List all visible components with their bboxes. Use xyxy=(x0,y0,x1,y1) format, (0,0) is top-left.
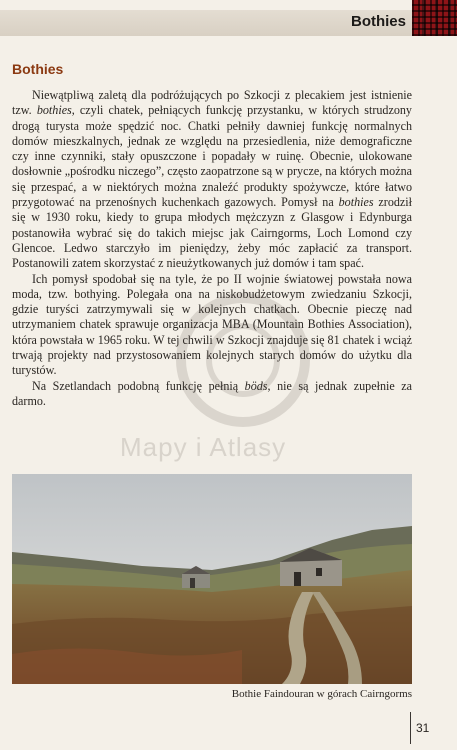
text-run: Na Szetlandach podobną funkcję pełnią xyxy=(32,378,245,393)
running-header xyxy=(0,10,412,36)
running-header-title: Bothies xyxy=(350,13,406,30)
tartan-pattern-tab xyxy=(412,0,457,36)
bothy-photo xyxy=(12,474,412,684)
page-number: 31 xyxy=(416,721,430,735)
paragraph xyxy=(12,88,412,272)
page-number-rule xyxy=(410,712,411,744)
body-text xyxy=(12,88,412,409)
section-heading: Bothies xyxy=(12,61,64,77)
text-run: Niewątpliwą zaletą dla podróżujących po Szkocji z plecakiem jest istnienie tzw. xyxy=(12,88,412,118)
text-run: Ich pomysł spodobał się na tyle, że po II wojnie światowej powstała nowa moda, tzw. bothying. Polegała ona na niskobudżetowym zwiedzaniu Szkocji, gdzie turyści zatrzymywali się w kolejnych chatkach. Obecnie pieczę nad utrzymaniem chatek sprawuje organizacja MBA (Mountain Bothies Association), która powstała w 1965 roku. W tej chwili w Szkocji znajduje się 81 chatek i wciąż trwają projekty nad przystosowaniem kolejnych starych domów do użytku dla turystów. xyxy=(12,271,412,378)
paragraph xyxy=(12,379,412,410)
text-run: zrodził się w 1930 roku, kiedy to grupa młodych mężczyzn z Glasgow i Edynburga postanowiła wybrać się do takich miejsc jak Cairngorms, Loch Lomond czy Glencoe. Ledwo starczyło im pieniędzy, żeby móc zapłacić za transport. Postanowili zatem skorzystać z nieużytkowanych już domów i tam spać. xyxy=(12,195,412,271)
watermark-text: Mapy i Atlasy xyxy=(120,432,287,462)
text-run: , nie są jednak zupełnie za darmo. xyxy=(12,378,412,408)
italic-term: böds xyxy=(244,378,268,393)
text-run: , czyli chatek, pełniących funkcję przystanku, w których strudzony drogą turysta może spędzić noc. Chatki pełniły dawniej funkcję normalnych domów mieszkalnych, jednak ze względu na przesiedlenia, niże demograficzne czy inne czynniki, stały opuszczone i popadały w ruinę. Obecnie, ulokowane dosłownie „pośrodku niczego”, często zaopatrzone są w prycze, na których można się przespać, a w niektórych można znaleźć produkty spożywcze, które łatwo przygotować na przenośnych kuchenkach gazowych. Pomysł na xyxy=(12,103,412,210)
italic-term: bothies xyxy=(36,103,72,118)
photo-caption: Bothie Faindouran w górach Cairngorms xyxy=(231,688,412,700)
paragraph xyxy=(12,272,412,379)
italic-term: bothies xyxy=(338,195,374,210)
